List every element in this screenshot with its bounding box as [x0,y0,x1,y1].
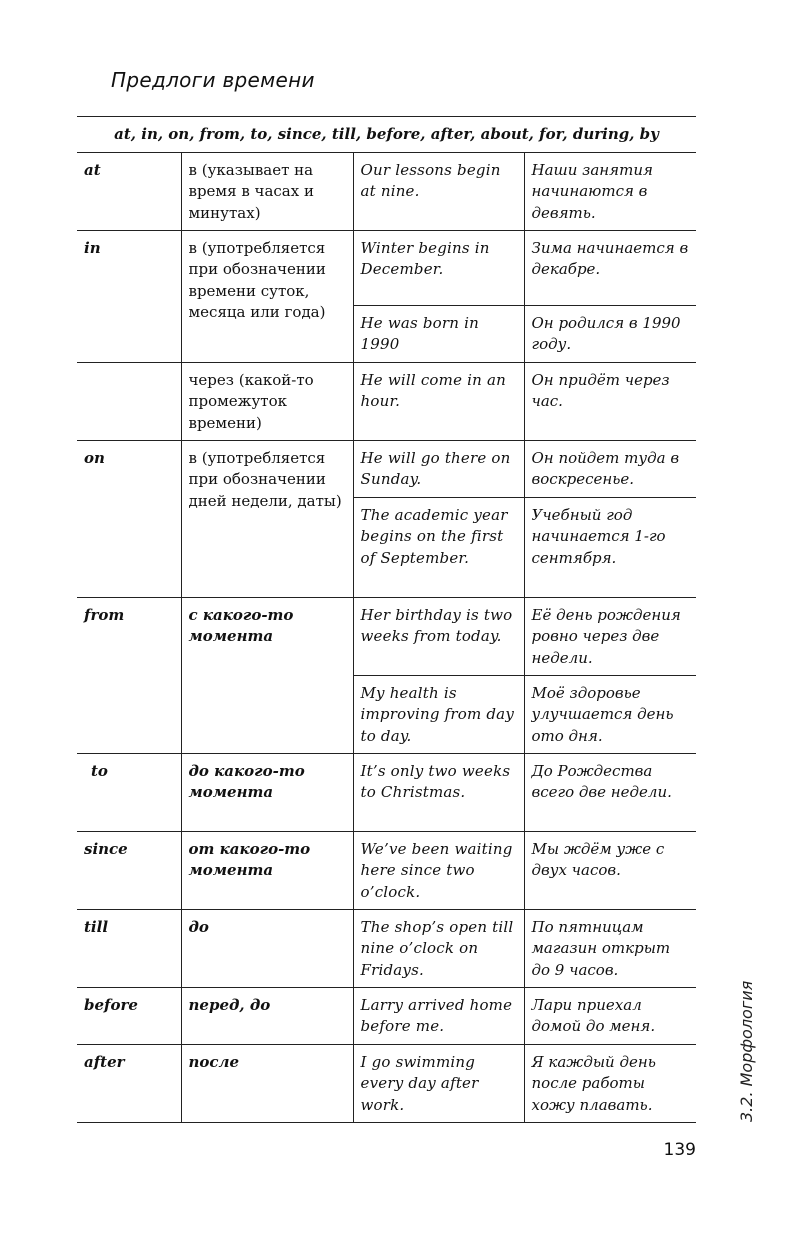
russian-translation-cell: Мы ждём уже с двух часов. [524,831,696,909]
english-example-cell: Larry arrived home before me. [353,987,524,1044]
preposition-cell: from [77,597,181,753]
english-example-cell: The academic year begins on the first of September. [353,497,524,597]
table-row [77,152,696,230]
table-row [77,909,696,987]
table-row [77,987,696,1044]
table-header: at, in, on, from, to, since, till, before, after, about, for, during, by [77,117,696,153]
meaning-cell: через (какой-то промежуток времени) [181,362,353,440]
english-example-cell: He will go there on Sunday. [353,440,524,497]
russian-translation-cell: Её день рождения ровно через две недели. [524,597,696,675]
russian-translation-cell: Я каждый день после работы хожу плавать. [524,1044,696,1122]
russian-translation-cell: Он родился в 1990 году. [524,305,696,362]
section-label: 3.2. Морфология [737,980,756,1122]
russian-translation-cell: Лари приехал домой до меня. [524,987,696,1044]
russian-translation-cell: Учебный год начинается 1-го сентября. [524,497,696,597]
preposition-cell: to [77,753,181,831]
preposition-cell: on [77,440,181,597]
russian-translation-cell: Он пойдет туда в воскресенье. [524,440,696,497]
meaning-cell: до [181,909,353,987]
russian-translation-cell: Зима начинается в декабре. [524,230,696,305]
table-row [77,440,696,497]
meaning-cell: в (указывает на время в часах и минутах) [181,152,353,230]
russian-translation-cell: Он придёт через час. [524,362,696,440]
page-title: Предлоги времени [111,68,315,92]
russian-translation-cell: По пятницам магазин открыт до 9 часов. [524,909,696,987]
preposition-cell: in [77,230,181,362]
meaning-cell: перед, до [181,987,353,1044]
english-example-cell: Our lessons begin at nine. [353,152,524,230]
preposition-cell: before [77,987,181,1044]
english-example-cell: He will come in an hour. [353,362,524,440]
table-row [77,597,696,675]
russian-translation-cell: Наши занятия начинаются в девять. [524,152,696,230]
english-example-cell: The shop’s open till nine o’clock on Fridays. [353,909,524,987]
preposition-cell: at [77,152,181,230]
english-example-cell: My health is improving from day to day. [353,675,524,753]
english-example-cell: It’s only two weeks to Christmas. [353,753,524,831]
russian-translation-cell: До Рождества всего две недели. [524,753,696,831]
preposition-cell-empty [77,362,181,440]
preposition-cell: since [77,831,181,909]
meaning-cell: от какого-то момента [181,831,353,909]
table-row [77,230,696,305]
page-number: 139 [663,1140,696,1160]
meaning-cell: с какого-то момента [181,597,353,753]
preposition-cell: till [77,909,181,987]
english-example-cell: Winter begins in December. [353,230,524,305]
meaning-cell: в (употребляется при обозначении времени суток, месяца или года) [181,230,353,362]
meaning-cell: в (употребляется при обозначении дней недели, даты) [181,440,353,597]
table-row [77,753,696,831]
meaning-cell: до какого-то момента [181,753,353,831]
table-row [77,831,696,909]
meaning-cell: после [181,1044,353,1122]
english-example-cell: I go swimming every day after work. [353,1044,524,1122]
english-example-cell: We’ve been waiting here since two o’clock. [353,831,524,909]
table-row [77,1044,696,1122]
table-header-row [77,117,696,153]
prepositions-table [77,116,696,1123]
russian-translation-cell: Моё здоровье улучшается день ото дня. [524,675,696,753]
english-example-cell: He was born in 1990 [353,305,524,362]
english-example-cell: Her birthday is two weeks from today. [353,597,524,675]
table-row [77,362,696,440]
preposition-cell: after [77,1044,181,1122]
